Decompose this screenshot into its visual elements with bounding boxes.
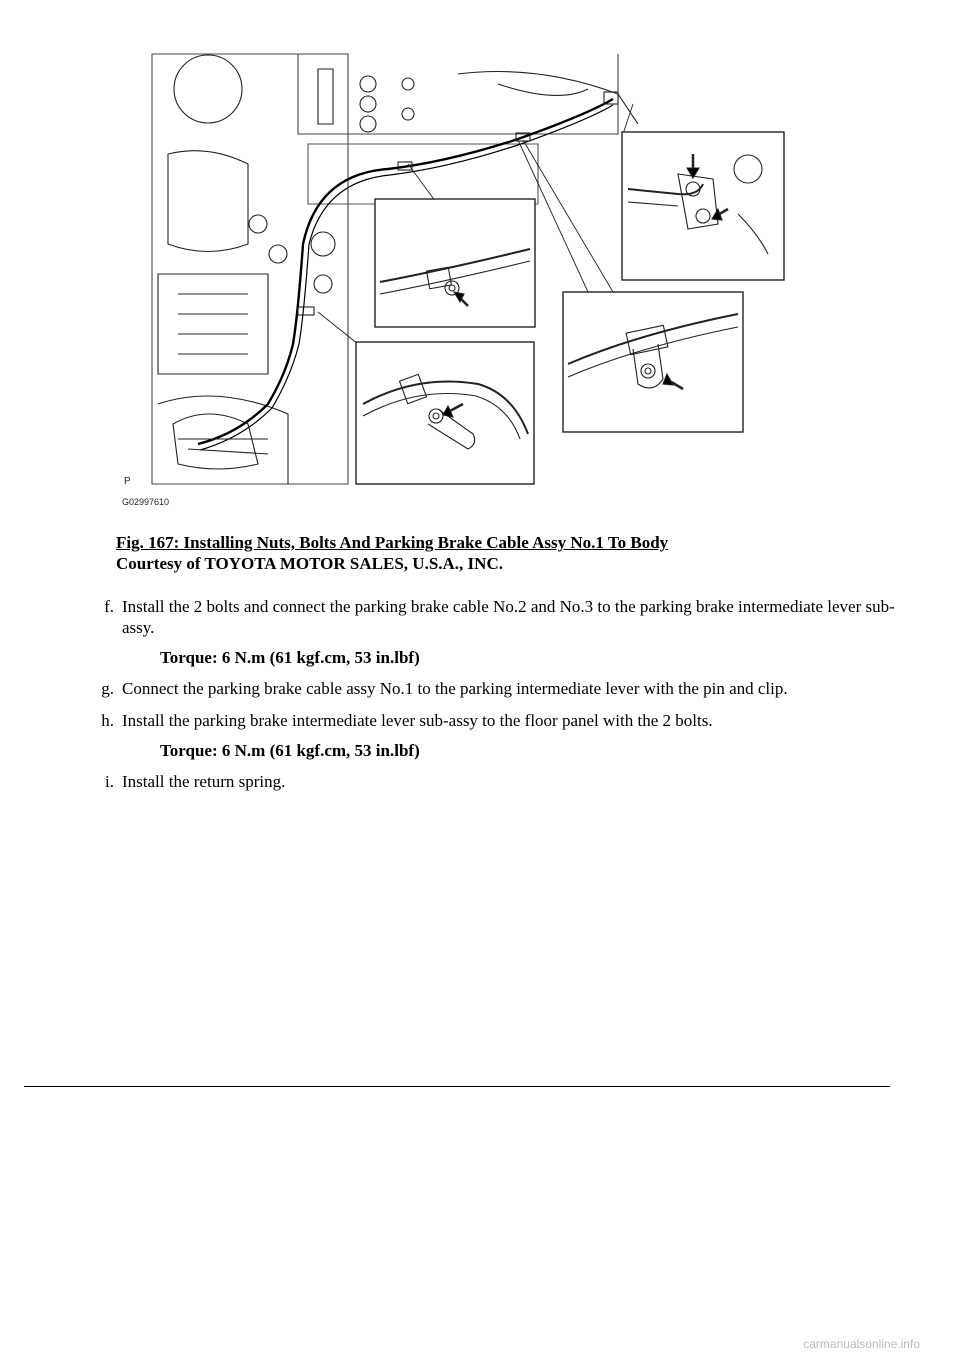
figure-label: P	[124, 476, 131, 487]
step-text: Install the 2 bolts and connect the parking brake cable No.2 and No.3 to the parking brake intermediate lever sub-assy.	[122, 597, 895, 637]
step-f	[74, 596, 904, 668]
parking-brake-cable-diagram	[118, 44, 790, 506]
figure-code: G02997610	[122, 497, 170, 507]
figure-caption	[116, 532, 668, 574]
step-i	[74, 771, 904, 792]
step-letter: f.	[104, 597, 114, 616]
procedure-steps	[74, 596, 904, 803]
step-text: Install the return spring.	[122, 772, 286, 791]
watermark: carmanualsonline.info	[803, 1337, 920, 1351]
page-divider	[24, 1086, 890, 1087]
torque-spec: Torque: 6 N.m (61 kgf.cm, 53 in.lbf)	[160, 741, 420, 760]
step-h	[74, 710, 904, 761]
step-text: Install the parking brake intermediate lever sub-assy to the floor panel with the 2 bolts.	[122, 711, 713, 730]
step-text: Connect the parking brake cable assy No.1 to the parking intermediate lever with the pin and clip.	[122, 679, 788, 698]
figure-courtesy: Courtesy of TOYOTA MOTOR SALES, U.S.A., INC.	[116, 554, 503, 573]
figure-title: Fig. 167: Installing Nuts, Bolts And Parking Brake Cable Assy No.1 To Body	[116, 533, 669, 552]
step-g	[74, 678, 904, 699]
figure-illustration	[118, 44, 790, 506]
step-letter: h.	[101, 711, 114, 730]
torque-spec: Torque: 6 N.m (61 kgf.cm, 53 in.lbf)	[160, 648, 420, 667]
step-letter: i.	[105, 772, 114, 791]
step-letter: g.	[101, 679, 114, 698]
